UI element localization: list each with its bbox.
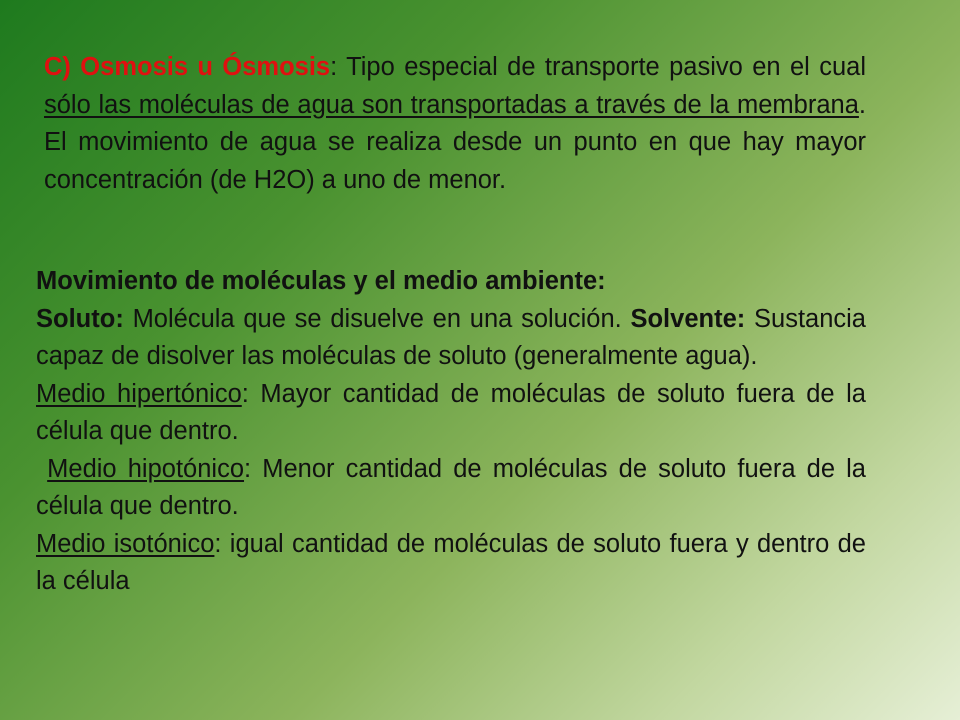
solvente-text: Sustancia capaz de disolver las moléculas de soluto (generalmente agua). (36, 304, 866, 370)
osmosis-paragraph (44, 49, 866, 199)
osmosis-definition (44, 49, 866, 199)
hipertonico-label: Medio hipertónico (36, 379, 242, 408)
hipertonico-text: : Mayor cantidad de moléculas de soluto fuera de la célula que dentro. (36, 379, 866, 445)
hipotonico-definition (36, 451, 866, 526)
soluto-text: Molécula que se disuelve en una solución. (123, 304, 631, 333)
solvente-label: Solvente: (630, 304, 746, 333)
hipotonico-text: : Menor cantidad de moléculas de soluto fuera de la célula que dentro. (36, 454, 866, 520)
movement-title: Movimiento de moléculas y el medio ambiente: (36, 267, 606, 295)
isotonico-text: : igual cantidad de moléculas de soluto fuera y dentro de la célula (36, 529, 866, 595)
osmosis-text-a: Tipo especial de transporte pasivo en el cual (337, 53, 867, 81)
isotonico-label: Medio isotónico (36, 529, 215, 558)
osmosis-heading: C) Osmosis u Ósmosis (44, 53, 331, 81)
osmosis-text-b: . El movimiento de agua se realiza desde un punto en que hay mayor concentración (de H2O) a uno de menor. (44, 90, 866, 194)
hipotonico-prefix (36, 455, 47, 483)
soluto-label: Soluto: (36, 304, 124, 333)
osmosis-colon: : (330, 53, 338, 81)
hipertonico-definition (36, 376, 866, 451)
hipotonico-label: Medio hipotónico (47, 454, 245, 483)
osmosis-underlined-text: sólo las moléculas de agua son transportadas a través de la membrana (44, 90, 859, 119)
soluto-solvente-definition (36, 301, 866, 376)
isotonico-definition (36, 526, 866, 601)
movement-section (36, 263, 866, 601)
